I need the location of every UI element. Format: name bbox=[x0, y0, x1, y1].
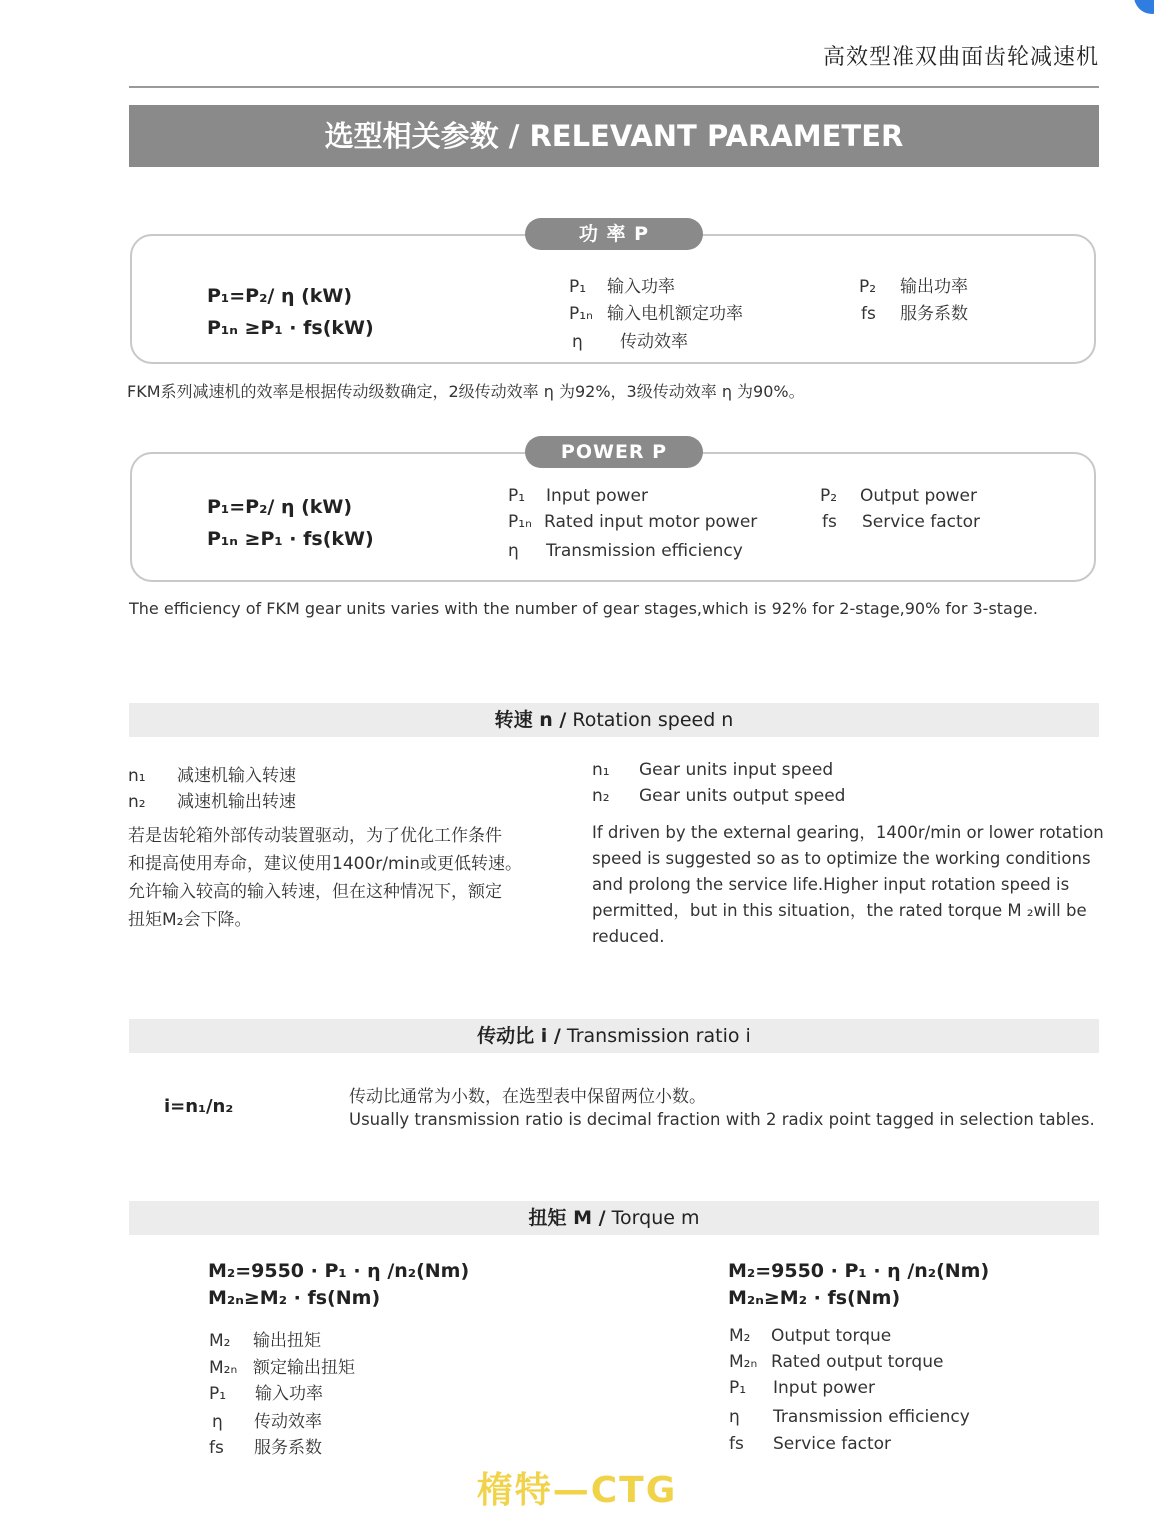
torque-formula-1-cn: M₂=9550 · P₁ · η /n₂(Nm) bbox=[208, 1260, 470, 1282]
power-def-en bbox=[822, 512, 980, 532]
def-symbol: P₁ bbox=[569, 277, 587, 297]
def-label: 传动效率 bbox=[620, 332, 688, 352]
def-label: Output torque bbox=[771, 1326, 892, 1346]
torque-def-en bbox=[729, 1378, 875, 1398]
power-pill-en: POWER P bbox=[525, 436, 703, 468]
def-symbol: P₁ bbox=[729, 1378, 747, 1398]
power-formula-2-cn: P₁ₙ ≥P₁ · fs(kW) bbox=[207, 317, 374, 339]
speed-def-cn bbox=[128, 787, 296, 812]
def-symbol: M₂ₙ bbox=[729, 1352, 758, 1372]
ratio-section-title bbox=[129, 1019, 1099, 1053]
def-symbol: n₂ bbox=[128, 792, 146, 812]
speed-paragraph-cn bbox=[128, 822, 568, 934]
def-symbol: fs bbox=[209, 1438, 224, 1458]
def-symbol: P₂ bbox=[820, 486, 838, 506]
def-label: 减速机输入转速 bbox=[177, 766, 296, 786]
section-banner: 选型相关参数 / RELEVANT PARAMETER bbox=[129, 105, 1099, 167]
power-note-cn: FKM系列减速机的效率是根据传动级数确定，2级传动效率 η 为92%，3级传动效率 η 为90%。 bbox=[127, 382, 805, 401]
def-symbol: n₁ bbox=[592, 760, 610, 780]
paragraph-line: 和提高使用寿命，建议使用1400r/min或更低转速。 bbox=[128, 854, 523, 874]
section-title-en: Torque m bbox=[605, 1207, 700, 1229]
def-label: Transmission efficiency bbox=[546, 541, 743, 561]
torque-def-cn bbox=[209, 1353, 355, 1378]
paragraph-line: and prolong the service life.Higher input rotation speed is bbox=[592, 875, 1070, 894]
def-label: 服务系数 bbox=[254, 1438, 322, 1458]
speed-def-en bbox=[592, 786, 845, 806]
power-formula-1-cn: P₁=P₂/ η (kW) bbox=[207, 285, 353, 307]
def-label: 输出功率 bbox=[900, 277, 968, 297]
def-label: Transmission efficiency bbox=[773, 1407, 970, 1427]
def-label: 输入功率 bbox=[255, 1384, 323, 1404]
section-title-cn: 转速 n / bbox=[494, 709, 567, 731]
watermark-logo: 楕特—CTG bbox=[476, 1470, 678, 1511]
torque-def-cn bbox=[209, 1433, 322, 1458]
def-label: Rated input motor power bbox=[544, 512, 758, 532]
torque-def-cn bbox=[209, 1326, 321, 1351]
speed-section-title bbox=[129, 703, 1099, 737]
def-symbol: M₂ bbox=[729, 1326, 751, 1346]
torque-def-en bbox=[729, 1434, 891, 1454]
def-label: Service factor bbox=[862, 512, 981, 532]
def-symbol: η bbox=[508, 541, 519, 561]
def-label: Gear units input speed bbox=[639, 760, 834, 780]
power-def-en bbox=[820, 486, 977, 506]
paragraph-line: 允许输入较高的输入转速，但在这种情况下，额定 bbox=[128, 882, 502, 902]
section-title-en: Transmission ratio i bbox=[560, 1025, 751, 1047]
def-symbol: n₂ bbox=[592, 786, 610, 806]
torque-def-cn bbox=[209, 1379, 323, 1404]
def-label: 额定输出扭矩 bbox=[253, 1358, 355, 1378]
paragraph-line: speed is suggested so as to optimize the working conditions bbox=[592, 849, 1091, 868]
torque-def-en bbox=[729, 1326, 891, 1346]
power-def-en bbox=[508, 512, 757, 532]
def-symbol: P₂ bbox=[859, 277, 877, 297]
ratio-formula: i=n₁/n₂ bbox=[164, 1096, 234, 1117]
torque-def-cn bbox=[212, 1407, 322, 1432]
paragraph-line: 扭矩M₂会下降。 bbox=[128, 910, 252, 930]
speed-paragraph-en bbox=[592, 820, 1102, 950]
section-title-cn: 传动比 i / bbox=[477, 1025, 561, 1047]
def-symbol: fs bbox=[729, 1434, 744, 1454]
def-label: 输入功率 bbox=[607, 277, 675, 297]
def-label: 输出扭矩 bbox=[253, 1331, 321, 1351]
torque-formula-1-en: M₂=9550 · P₁ · η /n₂(Nm) bbox=[728, 1260, 990, 1282]
header-divider bbox=[129, 86, 1099, 88]
def-symbol: fs bbox=[822, 512, 837, 532]
def-symbol: n₁ bbox=[128, 766, 146, 786]
torque-def-en bbox=[729, 1352, 943, 1372]
def-symbol: fs bbox=[861, 304, 876, 324]
power-def-cn bbox=[859, 272, 968, 297]
def-label: Service factor bbox=[773, 1434, 892, 1454]
def-label: Rated output torque bbox=[771, 1352, 944, 1372]
paragraph-line: permitted，but in this situation，the rated torque M ₂will be bbox=[592, 901, 1087, 920]
def-label: 服务系数 bbox=[900, 304, 968, 324]
def-symbol: M₂ bbox=[209, 1331, 231, 1351]
ratio-line-cn: 传动比通常为小数，在选型表中保留两位小数。 bbox=[349, 1087, 706, 1107]
power-def-cn bbox=[861, 299, 968, 324]
paragraph-line: 若是齿轮箱外部传动装置驱动，为了优化工作条件 bbox=[128, 826, 502, 846]
def-symbol: P₁ₙ bbox=[508, 512, 532, 532]
def-label: 传动效率 bbox=[254, 1412, 322, 1432]
def-label: Input power bbox=[546, 486, 648, 506]
section-title-en: Rotation speed n bbox=[566, 709, 734, 731]
power-note-en: The efficiency of FKM gear units varies with the number of gear stages,which is 92% for 2-stage,90% for 3-stage. bbox=[129, 599, 1038, 618]
power-formula-2-en: P₁ₙ ≥P₁ · fs(kW) bbox=[207, 528, 374, 550]
power-def-en bbox=[508, 486, 648, 506]
section-title-cn: 扭矩 M / bbox=[528, 1207, 606, 1229]
torque-section-title bbox=[129, 1201, 1099, 1235]
power-def-cn bbox=[569, 272, 675, 297]
def-label: 输入电机额定功率 bbox=[607, 304, 743, 324]
def-symbol: P₁ₙ bbox=[569, 304, 593, 324]
ratio-line-en: Usually transmission ratio is decimal fraction with 2 radix point tagged in selection tables. bbox=[349, 1110, 1095, 1129]
torque-formula-2-en: M₂ₙ≥M₂ · fs(Nm) bbox=[728, 1287, 901, 1309]
power-formula-1-en: P₁=P₂/ η (kW) bbox=[207, 496, 353, 518]
def-symbol: η bbox=[212, 1412, 223, 1432]
power-def-cn bbox=[572, 327, 688, 352]
power-pill-cn: 功 率 P bbox=[525, 218, 703, 250]
page-header-title: 高效型准双曲面齿轮减速机 bbox=[822, 45, 1099, 70]
def-label: 减速机输出转速 bbox=[177, 792, 296, 812]
def-label: Gear units output speed bbox=[639, 786, 846, 806]
power-def-en bbox=[508, 541, 743, 561]
power-def-cn bbox=[569, 299, 743, 324]
def-symbol: P₁ bbox=[508, 486, 526, 506]
speed-def-en bbox=[592, 760, 833, 780]
corner-badge bbox=[1134, 0, 1154, 14]
def-symbol: P₁ bbox=[209, 1384, 227, 1404]
torque-formula-2-cn: M₂ₙ≥M₂ · fs(Nm) bbox=[208, 1287, 381, 1309]
def-symbol: η bbox=[729, 1407, 740, 1427]
paragraph-line: If driven by the external gearing，1400r/min or lower rotation bbox=[592, 823, 1104, 842]
def-label: Input power bbox=[773, 1378, 875, 1398]
paragraph-line: reduced. bbox=[592, 927, 665, 946]
def-symbol: η bbox=[572, 332, 583, 352]
speed-def-cn bbox=[128, 761, 296, 786]
torque-def-en bbox=[729, 1407, 970, 1427]
def-symbol: M₂ₙ bbox=[209, 1358, 238, 1378]
def-label: Output power bbox=[860, 486, 977, 506]
